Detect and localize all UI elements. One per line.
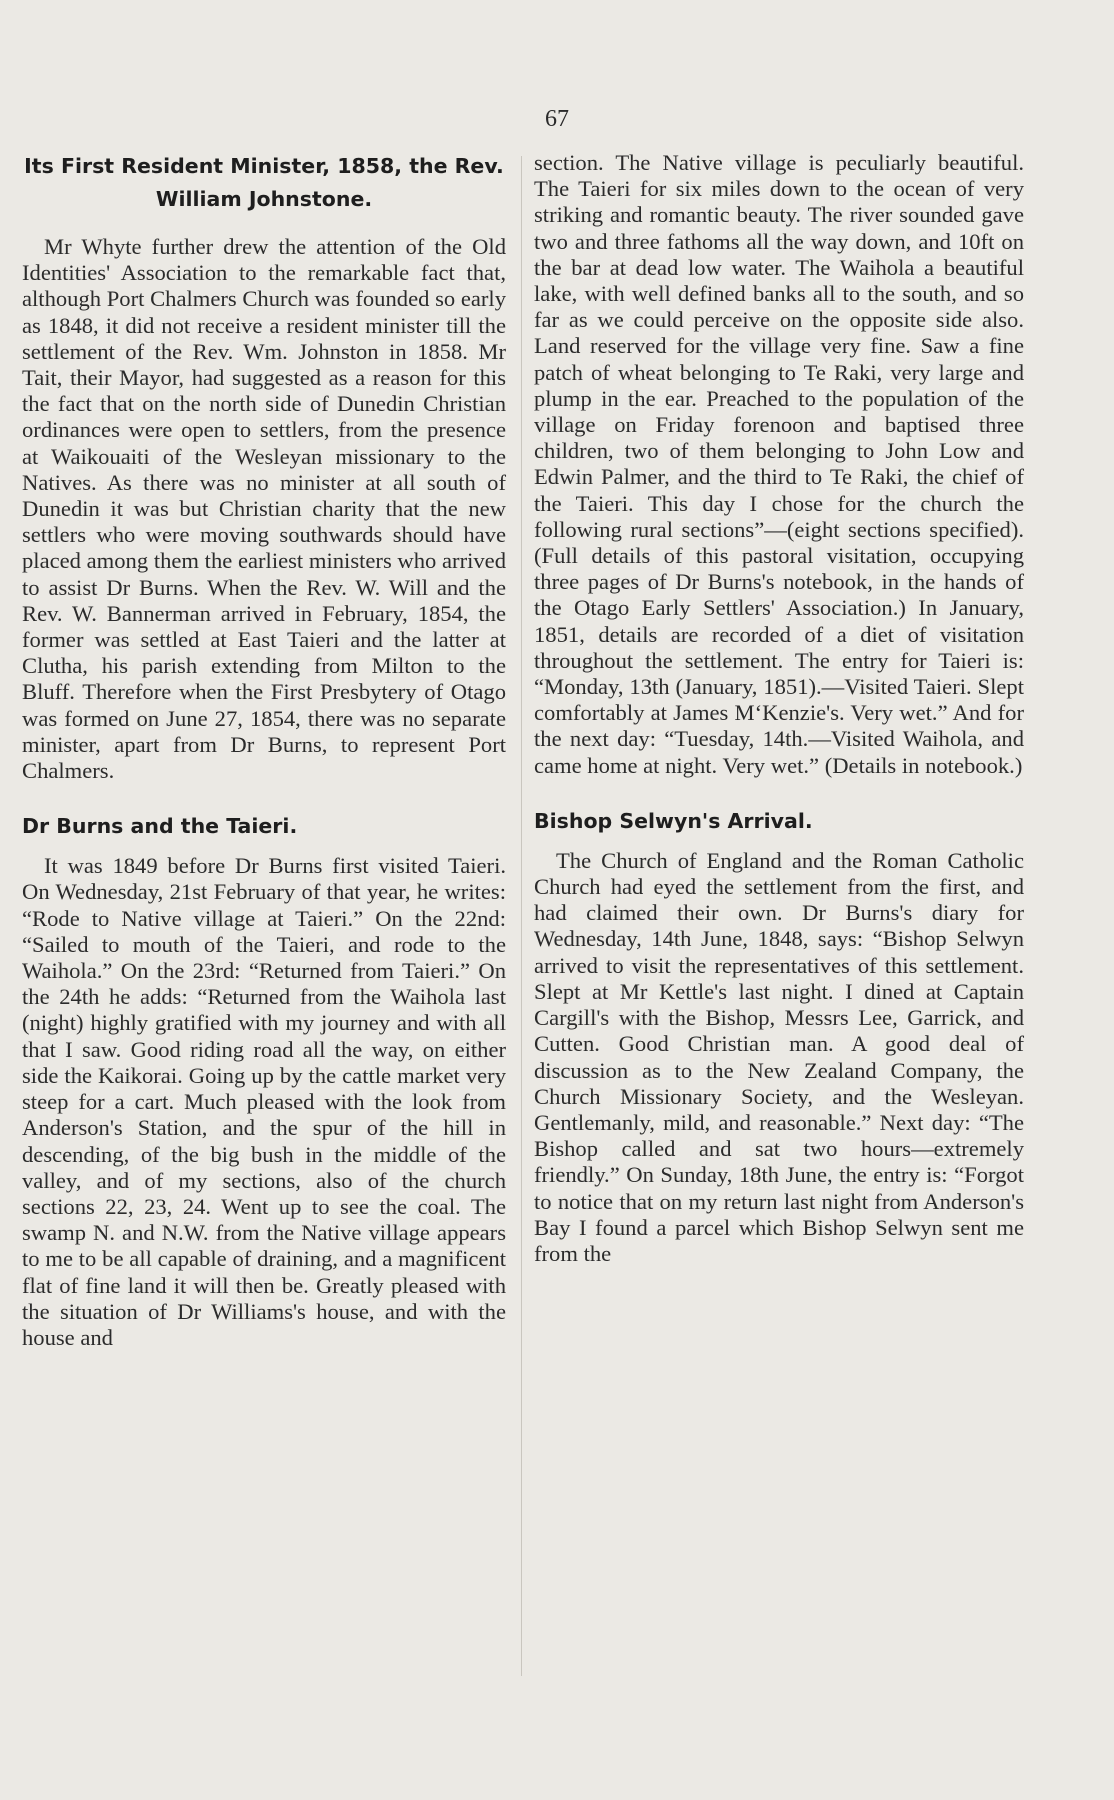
paragraph-bishop-selwyn: The Church of England and the Roman Catholic Church had eyed the settlement from the first, and had claimed their own. Dr Burns's diary for Wednesday, 14th June, 1848, says: “Bishop Selwyn arrived to visit the representatives of this settlement. Slept at Mr Kettle's last night. I dined at Captain Cargill's with the Bishop, Messrs Lee, Garrick, and Cutten. Good Christian man. A good deal of discussion as to the New Zealand Company, the Church Missionary Society, and the Wesleyan. Gentlemanly, mild, and reasonable.” Next day: “The Bishop called and sat two hours—extremely friendly.” On Sunday, 18th June, the entry is: “Forgot to notice that on my return last night from Anderson's Bay I found a parcel which Bishop Selwyn sent me from the (534, 847, 1024, 1266)
left-column (22, 150, 506, 1351)
column-divider (521, 156, 522, 1676)
paragraph-first-minister: Mr Whyte further drew the attention of the Old Identities' Association to the remarkable fact that, although Port Chalmers Church was founded so early as 1848, it did not receive a resident minister till the settlement of the Rev. Wm. Johnston in 1858. Mr Tait, their Mayor, had suggested as a reason for this the fact that on the north side of Dunedin Christian ordinances were open to settlers, from the presence at Waikouaiti of the Wesleyan missionary to the Natives. As there was no minister at all south of Dunedin it was but Christian charity that the new settlers who were moving southwards should have placed among them the earliest ministers who arrived to assist Dr Burns. When the Rev. W. Will and the Rev. W. Bannerman arrived in February, 1854, the former was settled at East Taieri and the latter at Clutha, his parish extending from Milton to the Bluff. Therefore when the First Presbytery of Otago was formed on June 27, 1854, there was no separate minister, apart from Dr Burns, to represent Port Chalmers. (22, 234, 506, 784)
section-heading-bishop-selwyn: Bishop Selwyn's Arrival. (534, 808, 813, 833)
section-heading-burns-taieri: Dr Burns and the Taieri. (22, 814, 298, 839)
paragraph-burns-taieri: It was 1849 before Dr Burns first visited Taieri. On Wednesday, 21st February of that year, he writes: “Rode to Native village at Taieri.” On the 22nd: “Sailed to mouth of the Taieri, and rode to the Waihola.” On the 23rd: “Returned from Taieri.” On the 24th he adds: “Returned from the Waihola last (night) highly gratified with my journey and with all that I saw. Good riding road all the way, on either side the Kaikorai. Going up by the cattle market very steep for a cart. Much pleased with the look from Anderson's Station, and the spur of the hill in descending, of the big bush in the middle of the valley, and of my sections, also of the church sections 22, 23, 24. Went up to see the coal. The swamp N. and N.W. from the Native village appears to me to be all capable of draining, and a magnificent flat of fine land it will then be. Greatly pleased with the situation of Dr Williams's house, and with the house and (22, 853, 506, 1350)
page-number: 67 (545, 106, 569, 132)
paragraph-taieri-continued: section. The Native village is peculiarly beautiful. The Taieri for six miles down to the ocean of very striking and romantic beauty. The river sounded gave two and three fathoms all the way down, and 10ft on the bar at dead low water. The Waihola a beautiful lake, with well defined banks all to the south, and so far as we could perceive on the opposite side also. Land reserved for the village very fine. Saw a fine patch of wheat belonging to Te Raki, very large and plump in the ear. Preached to the population of the village on Friday forenoon and baptised three children, two of them belonging to John Low and Edwin Palmer, and the third to Te Raki, the chief of the Taieri. This day I chose for the church the following rural sections”—(eight sections specified). (Full details of this pastoral visitation, occupying three pages of Dr Burns's notebook, in the hands of the Otago Early Settlers' Association.) In January, 1851, details are recorded of a diet of visitation throughout the settlement. The entry for Taieri is: “Monday, 13th (January, 1851).—Visited Taieri. Slept comfortably at James M‘Kenzie's. Very wet.” And for the next day: “Tuesday, 14th.—Visited Waihola, and came home at night. Very wet.” (Details in notebook.) (534, 150, 1024, 778)
right-column (534, 150, 1024, 1267)
section-heading-first-minister: Its First Resident Minister, 1858, the Rev. William Johnstone. (24, 154, 504, 211)
